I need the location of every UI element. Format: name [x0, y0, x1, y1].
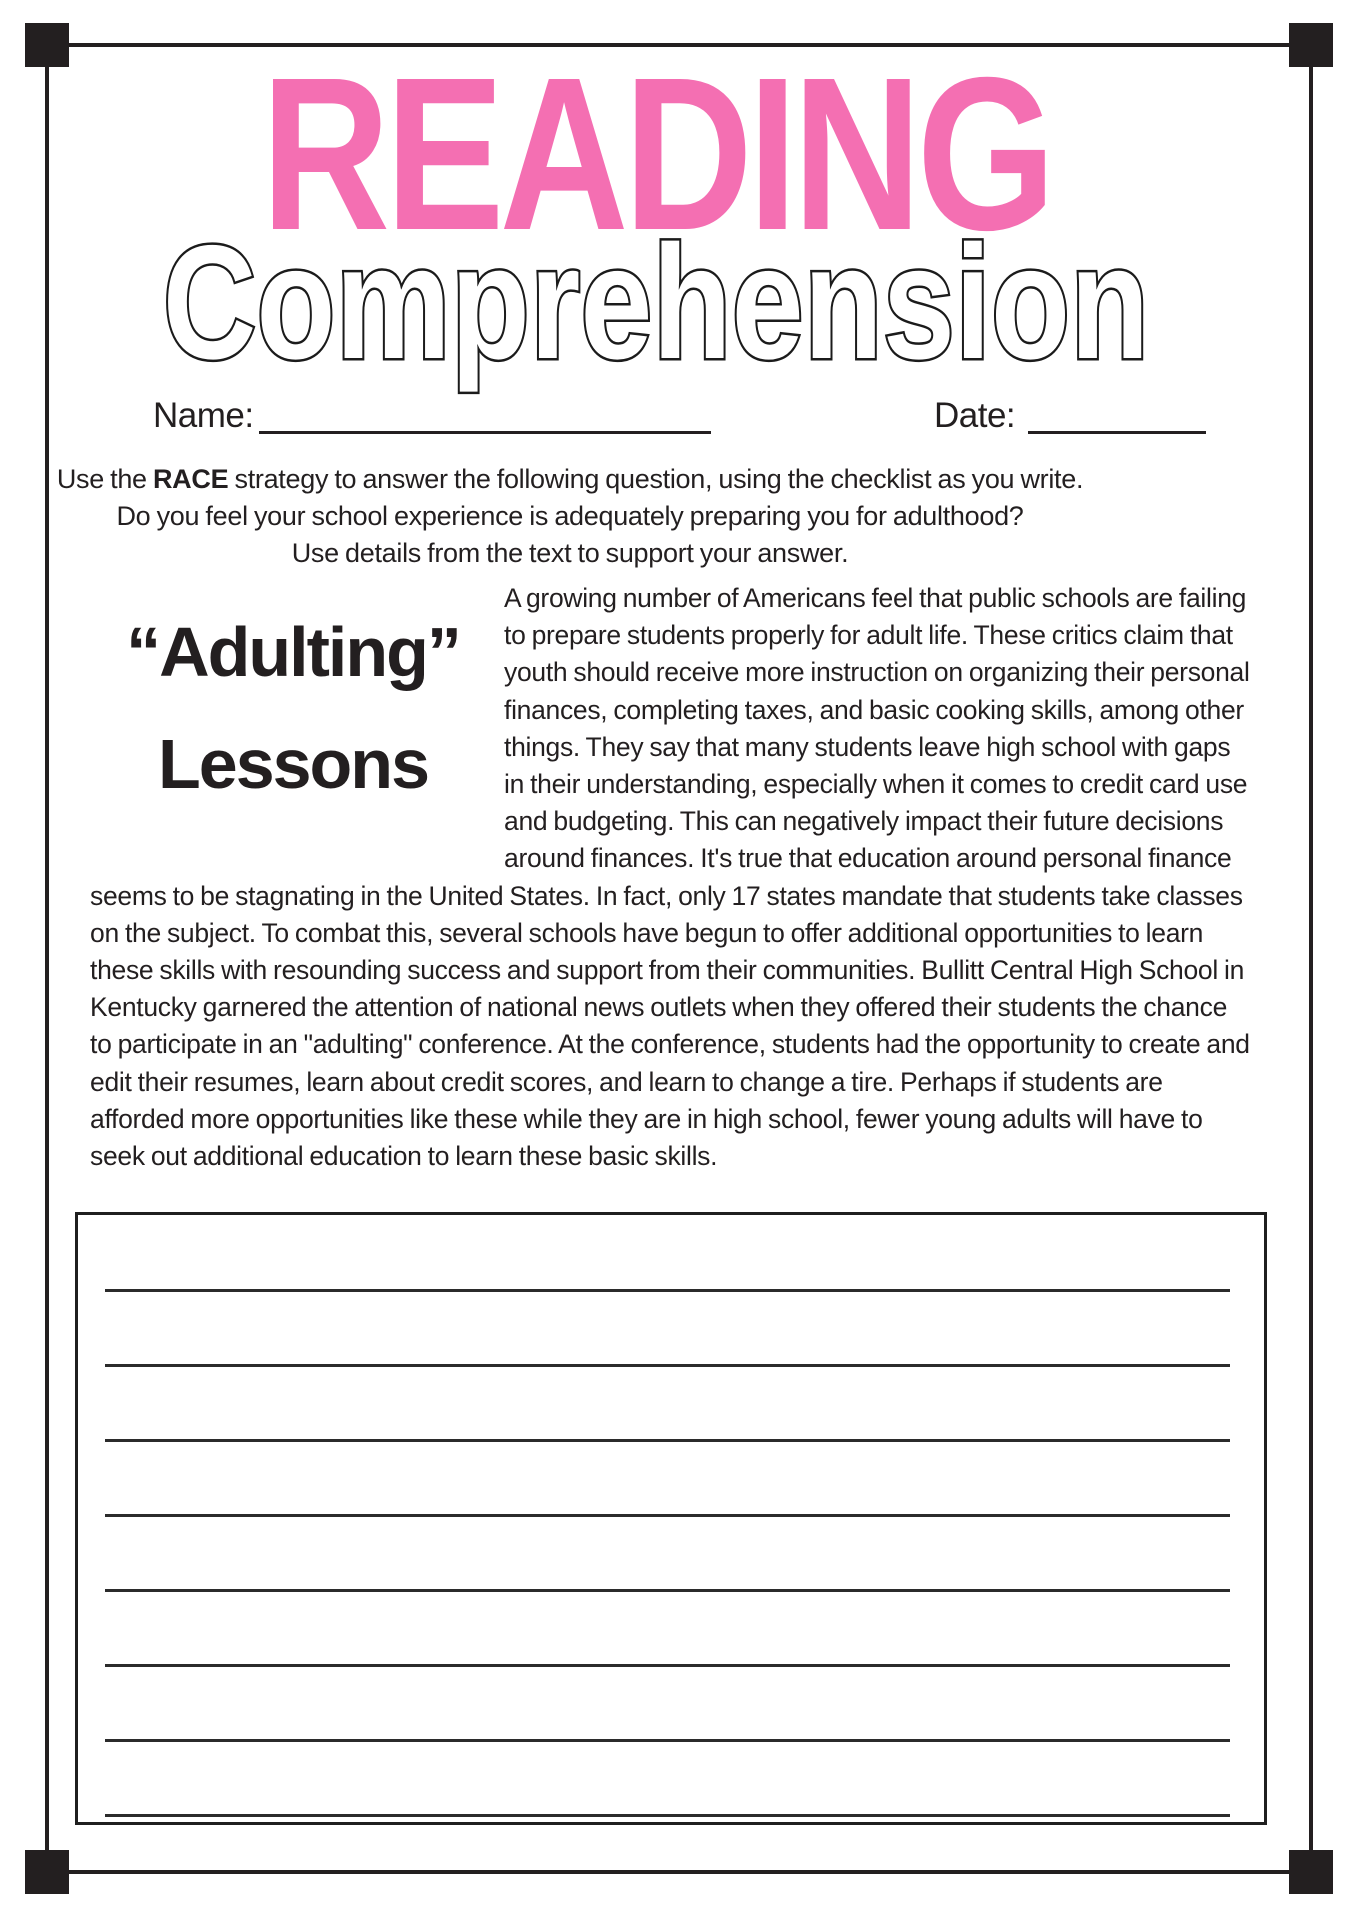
corner-square-top-left	[25, 23, 69, 67]
instructions	[45, 461, 1095, 572]
answer-line[interactable]	[105, 1814, 1230, 1817]
prompt-question: Do you feel your school experience is adequately preparing you for adulthood?	[116, 501, 1024, 531]
answer-line[interactable]	[105, 1364, 1230, 1367]
answer-line[interactable]	[105, 1514, 1230, 1517]
answer-box[interactable]	[75, 1212, 1267, 1825]
answer-line[interactable]	[105, 1739, 1230, 1742]
answer-line[interactable]	[105, 1664, 1230, 1667]
name-input-line[interactable]	[259, 431, 711, 434]
answer-line[interactable]	[105, 1439, 1230, 1442]
name-label: Name:	[153, 396, 254, 435]
date-label: Date:	[934, 396, 1016, 435]
instructions-line1-pre: Use the	[56, 464, 153, 494]
instructions-race-acronym: RACE	[152, 464, 229, 494]
passage-body-text: A growing number of Americans feel that public schools are failing to prepare students properly for adult life. These critics claim that youth should receive more instruction on organizing their personal finances, completing taxes, and basic cooking skills, among other things. They say that many students leave high school with gaps in their understanding, especially when it comes to credit card use and budgeting. This can negatively impact their future decisions around finances. It's true that education around personal finance seems to be stagnating in the United States. In fact, only 17 states mandate that students take classes on the subject. To combat this, several schools have begun to offer additional opportunities to learn these skills with resounding success and support from their communities. Bullitt Central High School in Kentucky garnered the attention of national news outlets when they offered their students the chance to participate in an "adulting" conference. At the conference, students had the opportunity to create and edit their resumes, learn about credit scores, and learn to change a tire. Perhaps if students are afforded more opportunities like these while they are in high school, fewer young adults will have to seek out additional education to learn these basic skills.	[90, 583, 1250, 1172]
passage	[90, 580, 1252, 1175]
corner-square-bottom-right	[1289, 1850, 1333, 1894]
worksheet-title-reading: READING	[261, 33, 1051, 276]
passage-title	[90, 580, 496, 842]
passage-title-line1: “Adulting”	[126, 613, 460, 691]
passage-title-line2: Lessons	[158, 725, 428, 803]
corner-square-top-right	[1289, 23, 1333, 67]
prompt-support-direction: Use details from the text to support your answer.	[291, 538, 849, 568]
answer-line[interactable]	[105, 1589, 1230, 1592]
worksheet-title-comprehension: Comprehension	[162, 212, 1150, 393]
date-input-line[interactable]	[1028, 431, 1206, 434]
corner-square-bottom-left	[25, 1850, 69, 1894]
answer-line[interactable]	[105, 1289, 1230, 1292]
instructions-line1-post: strategy to answer the following question, using the checklist as you write.	[228, 464, 1084, 494]
